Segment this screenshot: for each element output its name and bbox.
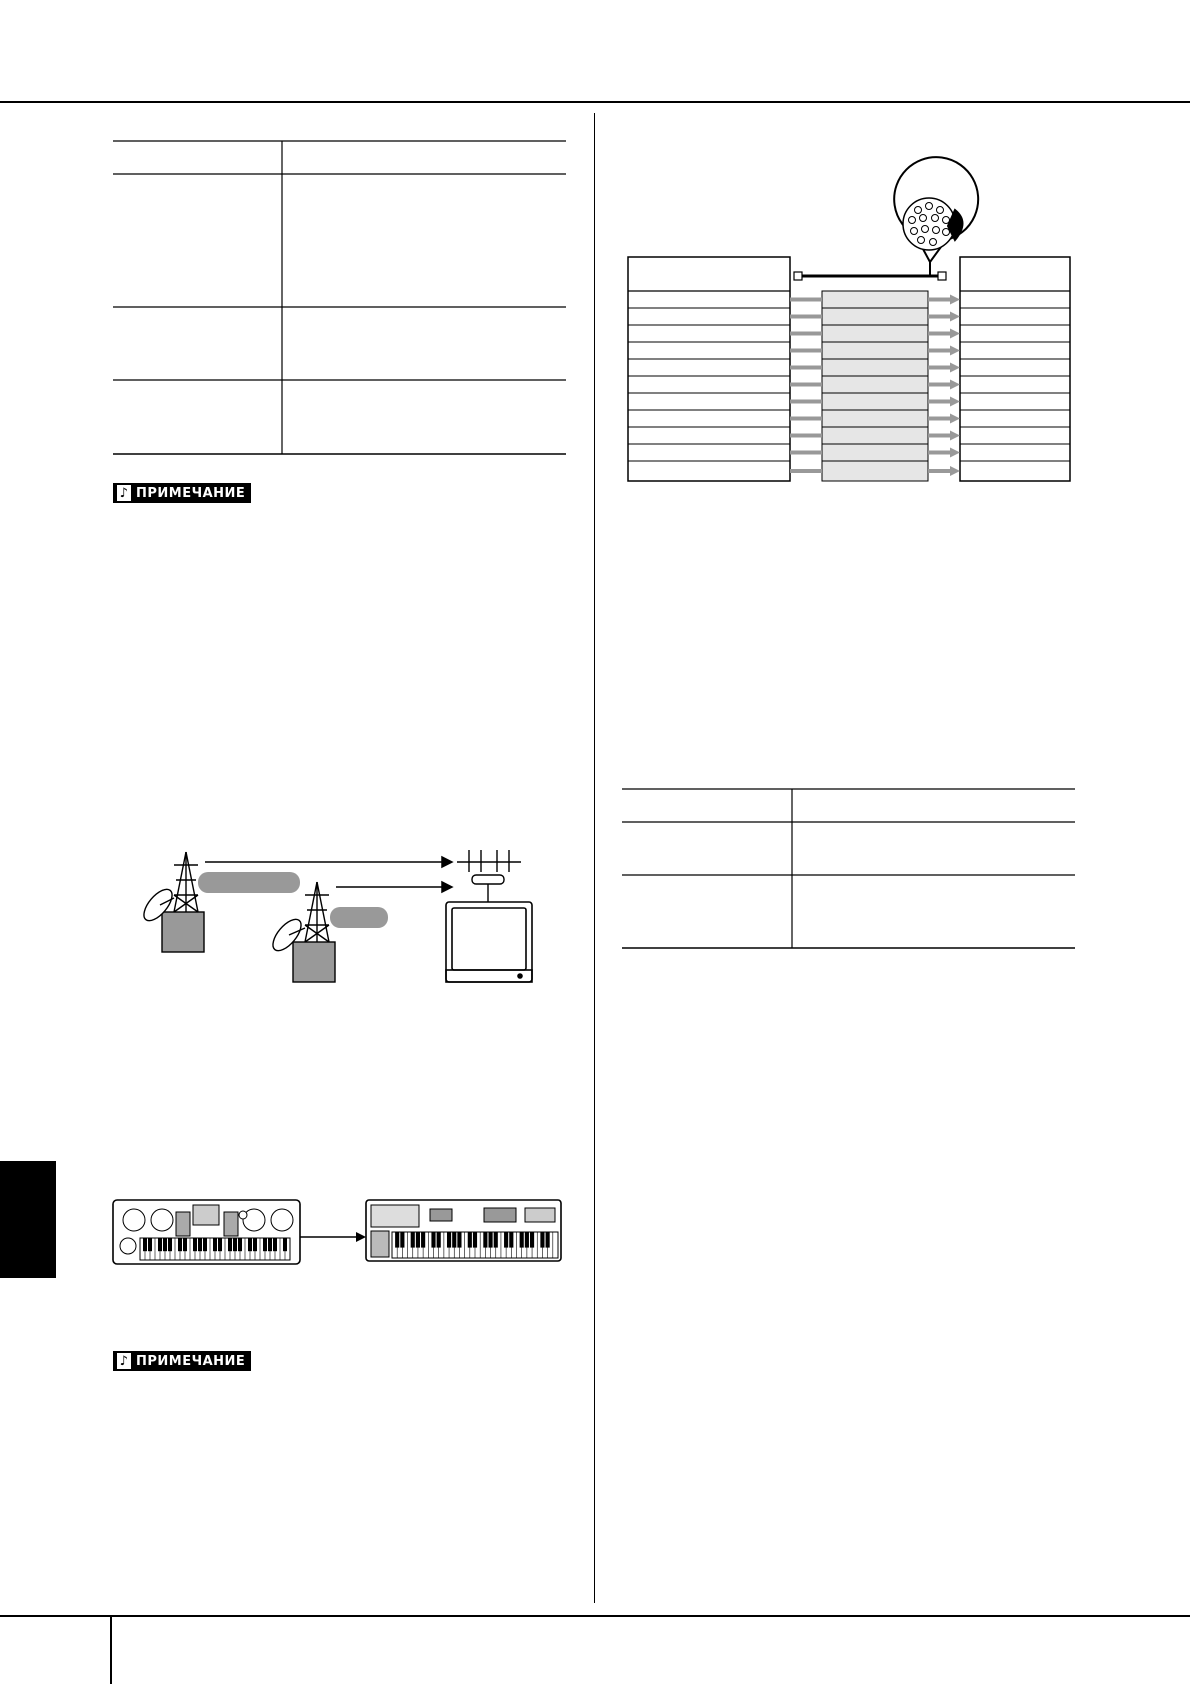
- note-badge-label: ПРИМЕЧАНИЕ: [136, 485, 246, 501]
- music-note-icon: ♪: [117, 1353, 131, 1369]
- music-note-icon: ♪: [117, 485, 131, 501]
- note-badge-label: ПРИМЕЧАНИЕ: [136, 1353, 246, 1369]
